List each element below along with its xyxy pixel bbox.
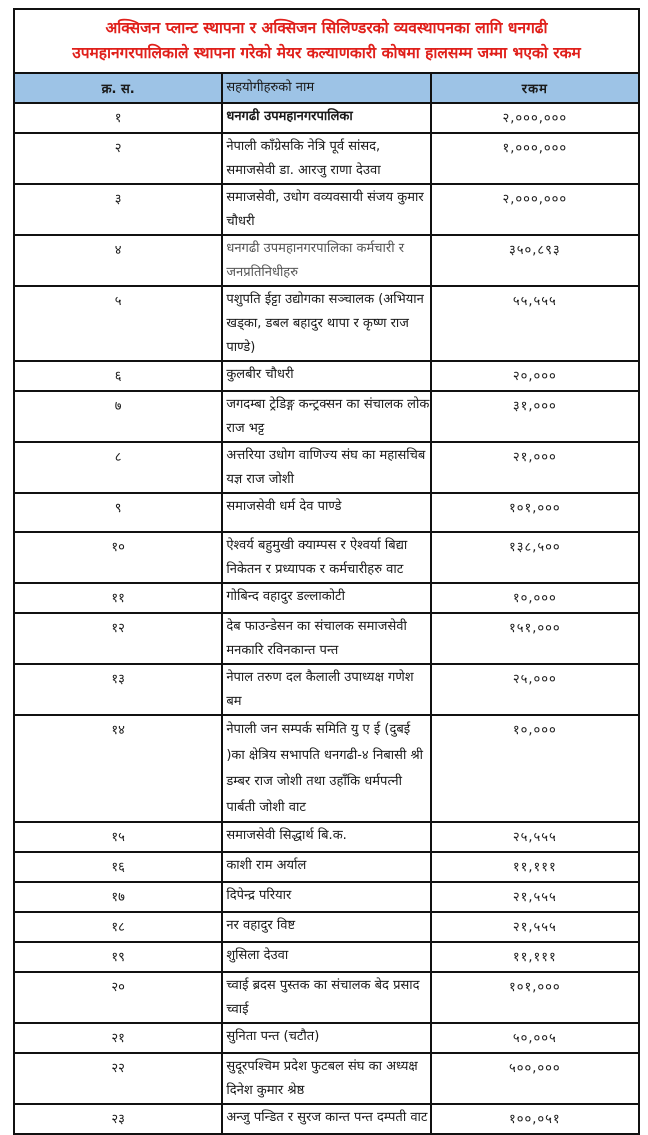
table-row <box>14 613 639 664</box>
amount-cell: २५,००० <box>431 664 639 715</box>
table-row <box>14 184 639 235</box>
serial-cell: १२ <box>14 613 222 664</box>
amount-cell: २,०००,००० <box>431 103 639 133</box>
serial-cell: १५ <box>14 822 222 852</box>
table-row <box>14 103 639 133</box>
amount-cell: १००,०५१ <box>431 1104 639 1134</box>
amount-cell: २०,००० <box>431 361 639 391</box>
serial-cell: २१ <box>14 1023 222 1053</box>
name-cell: समाजसेवी सिद्धार्थ बि.क. <box>222 822 430 852</box>
amount-cell: ११,१११ <box>431 942 639 972</box>
table-row <box>14 442 639 493</box>
amount-cell: १०१,००० <box>431 972 639 1023</box>
name-cell: गोबिन्द वहादुर डल्लाकोटी <box>222 583 430 613</box>
serial-cell: १ <box>14 103 222 133</box>
title-line-1: अक्सिजन प्लान्ट स्थापना र अक्सिजन सिलिण्डरको व्यवस्थापनका लागि धनगढी <box>105 19 548 37</box>
amount-cell: ३५०,८९३ <box>431 235 639 286</box>
amount-cell: ५०,००५ <box>431 1023 639 1053</box>
donation-table-sheet <box>13 8 640 1135</box>
table-row <box>14 493 639 532</box>
name-cell: नेपाली जन सम्पर्क समिति यु ए ई (दुबई )का क्षेत्रिय सभापति धनगढी-४ निबासी श्री डम्बर राज जोशी तथा उहाँकि धर्मपत्नी पार्बती जोशी वाट <box>222 715 430 822</box>
table-row <box>14 822 639 852</box>
table-row <box>14 942 639 972</box>
serial-cell: १६ <box>14 852 222 882</box>
name-cell: शुसिला देउवा <box>222 942 430 972</box>
amount-cell: २,०००,००० <box>431 184 639 235</box>
name-cell: च्वाई ब्रदस पुस्तक का संचालक बेद प्रसाद च्वाई <box>222 972 430 1023</box>
title-row <box>14 9 639 73</box>
table-row <box>14 391 639 442</box>
name-cell: जगदम्बा ट्रेडिङ्ग कन्ट्रक्सन का संचालक लोक राज भट्ट <box>222 391 430 442</box>
table-row <box>14 1053 639 1104</box>
table-row <box>14 235 639 286</box>
name-cell: काशी राम अर्याल <box>222 852 430 882</box>
amount-cell: १०,००० <box>431 715 639 822</box>
serial-cell: २२ <box>14 1053 222 1104</box>
serial-cell: ९ <box>14 493 222 532</box>
amount-cell: १०१,००० <box>431 493 639 532</box>
name-cell: पशुपति ईट्टा उद्योगका सञ्चालक (अभियान खड्का, डबल बहादुर थापा र कृष्ण राज पाण्डे) <box>222 286 430 361</box>
serial-cell: ११ <box>14 583 222 613</box>
serial-cell: १० <box>14 532 222 583</box>
name-cell: धनगढी उपमहानगरपालिका कर्मचारी र जनप्रतिनिधीहरु <box>222 235 430 286</box>
serial-cell: २३ <box>14 1104 222 1134</box>
header-amount: रकम <box>431 73 639 103</box>
table-row <box>14 532 639 583</box>
table-row <box>14 1023 639 1053</box>
table-row <box>14 882 639 912</box>
amount-cell: ५५,५५५ <box>431 286 639 361</box>
name-cell: समाजसेवी धर्म देव पाण्डे <box>222 493 430 532</box>
name-cell: धनगढी उपमहानगरपालिका <box>222 103 430 133</box>
name-cell: सुनिता पन्त (चटौत) <box>222 1023 430 1053</box>
title-line-2: उपमहानगरपालिकाले स्थापना गरेको मेयर कल्याणकारी कोषमा हालसम्म जम्मा भएको रकम <box>72 44 581 62</box>
name-cell: नेपाल तरुण दल कैलाली उपाध्यक्ष गणेश बम <box>222 664 430 715</box>
header-name: सहयोगीहरुको नाम <box>222 73 430 103</box>
amount-cell: २१,५५५ <box>431 912 639 942</box>
serial-cell: ८ <box>14 442 222 493</box>
serial-cell: २० <box>14 972 222 1023</box>
name-cell: अत्तरिया उधोग वाणिज्य संघ का महासचिब यज्ञ राज जोशी <box>222 442 430 493</box>
serial-cell: १३ <box>14 664 222 715</box>
name-cell: ऐश्वर्य बहुमुखी क्याम्पस र ऐश्वर्या बिद्या निकेतन र प्रध्यापक र कर्मचारीहरु वाट <box>222 532 430 583</box>
table-row <box>14 972 639 1023</box>
name-cell: नेपाली काँग्रेसकि नेत्रि पूर्व सांसद, समाजसेवी डा. आरजु राणा देउवा <box>222 133 430 184</box>
serial-cell: १७ <box>14 882 222 912</box>
table-row <box>14 583 639 613</box>
amount-cell: २५,५५५ <box>431 822 639 852</box>
name-cell: नर वहादुर विष्ट <box>222 912 430 942</box>
amount-cell: ११,१११ <box>431 852 639 882</box>
serial-cell: ५ <box>14 286 222 361</box>
title-cell <box>14 9 639 73</box>
name-cell: अन्जु पन्डित र सुरज कान्त पन्त दम्पती वाट <box>222 1104 430 1134</box>
serial-cell: ७ <box>14 391 222 442</box>
table-row <box>14 912 639 942</box>
amount-cell: २१,००० <box>431 442 639 493</box>
serial-cell: १९ <box>14 942 222 972</box>
amount-cell: १,०००,००० <box>431 133 639 184</box>
name-cell: दिपेन्द्र परियार <box>222 882 430 912</box>
name-cell: सुदूरपश्चिम प्रदेश फुटबल संघ का अध्यक्ष दिनेश कुमार श्रेष्ठ <box>222 1053 430 1104</box>
amount-cell: १५१,००० <box>431 613 639 664</box>
serial-cell: ४ <box>14 235 222 286</box>
name-cell: कुलबीर चौधरी <box>222 361 430 391</box>
serial-cell: ३ <box>14 184 222 235</box>
name-cell: देब फाउन्डेसन का संचालक समाजसेवी मनकारि रविनकान्त पन्त <box>222 613 430 664</box>
table-row <box>14 852 639 882</box>
serial-cell: १४ <box>14 715 222 822</box>
table-row <box>14 715 639 822</box>
serial-cell: ६ <box>14 361 222 391</box>
table-row <box>14 286 639 361</box>
name-cell: समाजसेवी, उधोग वव्यवसायी संजय कुमार चौधरी <box>222 184 430 235</box>
amount-cell: १३८,५०० <box>431 532 639 583</box>
header-serial: क्र. स. <box>14 73 222 103</box>
amount-cell: २१,५५५ <box>431 882 639 912</box>
amount-cell: ५००,००० <box>431 1053 639 1104</box>
amount-cell: १०,००० <box>431 583 639 613</box>
serial-cell: २ <box>14 133 222 184</box>
table-row <box>14 1104 639 1134</box>
amount-cell: ३१,००० <box>431 391 639 442</box>
table-row <box>14 361 639 391</box>
table-row <box>14 664 639 715</box>
header-row <box>14 73 639 103</box>
serial-cell: १८ <box>14 912 222 942</box>
table-row <box>14 133 639 184</box>
donation-table <box>13 8 640 1135</box>
